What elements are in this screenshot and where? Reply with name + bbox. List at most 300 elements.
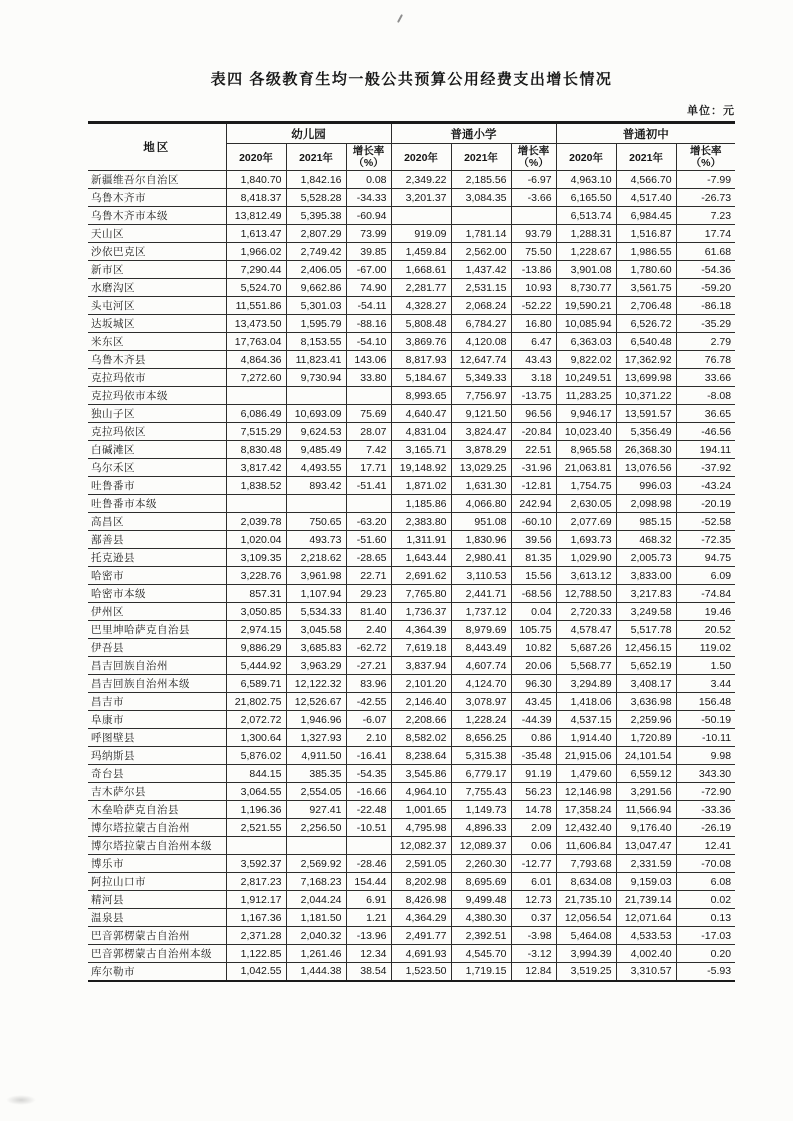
junior-rate-cell: -72.90 [676, 783, 735, 801]
primary-rate-cell: 39.56 [511, 531, 556, 549]
table-row [88, 495, 735, 513]
primary-2020-cell: 2,101.20 [391, 675, 451, 693]
junior-rate-cell: 2.79 [676, 333, 735, 351]
region-cell: 巴音郭楞蒙古自治州 [88, 927, 226, 945]
kindergarten-rate-cell [346, 387, 391, 405]
primary-rate-cell: -31.96 [511, 459, 556, 477]
junior-rate-cell: -86.18 [676, 297, 735, 315]
primary-2020-cell: 8,426.98 [391, 891, 451, 909]
junior-rate-cell: -46.56 [676, 423, 735, 441]
primary-2021-cell: 2,562.00 [451, 243, 511, 261]
junior-2020-cell: 2,077.69 [556, 513, 616, 531]
primary-rate-cell: 14.78 [511, 801, 556, 819]
kindergarten-2020-cell: 3,817.42 [226, 459, 286, 477]
kindergarten-rate-cell: -34.33 [346, 189, 391, 207]
kindergarten-2021-cell: 12,122.32 [286, 675, 346, 693]
kindergarten-2020-cell: 1,613.47 [226, 225, 286, 243]
primary-rate-cell: 75.50 [511, 243, 556, 261]
kindergarten-2021-cell: 493.73 [286, 531, 346, 549]
primary-2021-cell: 4,066.80 [451, 495, 511, 513]
kindergarten-2020-cell: 1,912.17 [226, 891, 286, 909]
kindergarten-rate-cell: 7.42 [346, 441, 391, 459]
junior-2021-cell: 21,739.14 [616, 891, 676, 909]
junior-rate-cell: 94.75 [676, 549, 735, 567]
junior-rate-cell: -72.35 [676, 531, 735, 549]
region-cell: 玛纳斯县 [88, 747, 226, 765]
kindergarten-rate-cell: -54.35 [346, 765, 391, 783]
region-cell: 乌鲁木齐市 [88, 189, 226, 207]
primary-rate-cell: 91.19 [511, 765, 556, 783]
junior-2021-cell: 10,371.22 [616, 387, 676, 405]
primary-2021-header: 2021年 [451, 144, 511, 171]
junior-2020-cell: 3,613.12 [556, 567, 616, 585]
region-cell: 吐鲁番市 [88, 477, 226, 495]
primary-2021-cell: 2,260.30 [451, 855, 511, 873]
primary-rate-cell: 43.43 [511, 351, 556, 369]
junior-2020-cell: 1,228.67 [556, 243, 616, 261]
kindergarten-2021-cell: 2,749.42 [286, 243, 346, 261]
region-cell: 乌鲁木齐县 [88, 351, 226, 369]
primary-rate-cell: 0.04 [511, 603, 556, 621]
table-row [88, 261, 735, 279]
kindergarten-rate-cell: -51.41 [346, 477, 391, 495]
kindergarten-2021-cell: 1,261.46 [286, 945, 346, 963]
junior-2021-cell: 1,720.89 [616, 729, 676, 747]
junior-rate-cell: 61.68 [676, 243, 735, 261]
junior-2020-cell: 12,432.40 [556, 819, 616, 837]
junior-2020-cell: 5,568.77 [556, 657, 616, 675]
kindergarten-2021-cell: 9,624.53 [286, 423, 346, 441]
junior-rate-cell: 3.44 [676, 675, 735, 693]
junior-rate-cell: -74.84 [676, 585, 735, 603]
junior-2020-cell: 1,914.40 [556, 729, 616, 747]
group-header-primary-school: 普通小学 [391, 123, 556, 144]
table-row [88, 729, 735, 747]
region-cell: 博乐市 [88, 855, 226, 873]
region-cell: 沙依巴克区 [88, 243, 226, 261]
region-cell: 昌吉市 [88, 693, 226, 711]
primary-rate-cell: 0.06 [511, 837, 556, 855]
kindergarten-rate-cell: -54.10 [346, 333, 391, 351]
junior-rate-cell: 19.46 [676, 603, 735, 621]
kindergarten-2020-cell: 9,886.29 [226, 639, 286, 657]
junior-2021-cell: 3,249.58 [616, 603, 676, 621]
junior-rate-cell: 0.02 [676, 891, 735, 909]
primary-2020-cell: 4,831.04 [391, 423, 451, 441]
page-title: 表四 各级教育生均一般公共预算公用经费支出增长情况 [210, 71, 613, 88]
kindergarten-2021-cell: 12,526.67 [286, 693, 346, 711]
kindergarten-2021-cell: 2,218.62 [286, 549, 346, 567]
primary-2021-cell: 2,531.15 [451, 279, 511, 297]
primary-2021-cell: 1,631.30 [451, 477, 511, 495]
junior-2020-cell: 21,735.10 [556, 891, 616, 909]
junior-2020-cell: 5,464.08 [556, 927, 616, 945]
kindergarten-2021-cell: 927.41 [286, 801, 346, 819]
primary-2020-cell: 1,643.44 [391, 549, 451, 567]
junior-rate-cell: 7.23 [676, 207, 735, 225]
kindergarten-rate-cell: 6.91 [346, 891, 391, 909]
primary-rate-cell: 2.09 [511, 819, 556, 837]
primary-2021-cell: 4,380.30 [451, 909, 511, 927]
table-row [88, 297, 735, 315]
kindergarten-rate-cell: -62.72 [346, 639, 391, 657]
region-cell: 伊州区 [88, 603, 226, 621]
junior-2020-cell: 21,063.81 [556, 459, 616, 477]
table-row [88, 279, 735, 297]
primary-2020-cell: 2,281.77 [391, 279, 451, 297]
kindergarten-2021-cell [286, 387, 346, 405]
primary-2020-cell: 1,523.50 [391, 963, 451, 981]
region-cell: 哈密市 [88, 567, 226, 585]
kindergarten-rate-cell: 12.34 [346, 945, 391, 963]
region-cell: 吐鲁番市本级 [88, 495, 226, 513]
primary-rate-cell: 242.94 [511, 495, 556, 513]
primary-rate-cell: -68.56 [511, 585, 556, 603]
junior-2021-cell: 26,368.30 [616, 441, 676, 459]
junior-2020-cell: 7,793.68 [556, 855, 616, 873]
kindergarten-2020-cell: 17,763.04 [226, 333, 286, 351]
junior-2020-cell: 10,085.94 [556, 315, 616, 333]
junior-2020-cell: 5,687.26 [556, 639, 616, 657]
primary-rate-cell: -13.75 [511, 387, 556, 405]
primary-2020-cell: 3,837.94 [391, 657, 451, 675]
kindergarten-2020-cell: 8,830.48 [226, 441, 286, 459]
region-cell: 博尔塔拉蒙古自治州本级 [88, 837, 226, 855]
kindergarten-rate-cell: 28.07 [346, 423, 391, 441]
kindergarten-2021-cell: 1,181.50 [286, 909, 346, 927]
table-row [88, 801, 735, 819]
region-cell: 独山子区 [88, 405, 226, 423]
primary-2021-cell: 951.08 [451, 513, 511, 531]
primary-2020-cell: 4,640.47 [391, 405, 451, 423]
primary-2021-cell: 2,980.41 [451, 549, 511, 567]
primary-2021-cell: 2,392.51 [451, 927, 511, 945]
junior-2020-cell: 21,915.06 [556, 747, 616, 765]
kindergarten-rate-cell: -6.07 [346, 711, 391, 729]
primary-rate-cell: -35.48 [511, 747, 556, 765]
junior-2020-cell: 1,693.73 [556, 531, 616, 549]
region-cell: 博尔塔拉蒙古自治州 [88, 819, 226, 837]
kindergarten-2020-cell: 6,086.49 [226, 405, 286, 423]
region-cell: 白碱滩区 [88, 441, 226, 459]
kindergarten-rate-cell: 143.06 [346, 351, 391, 369]
junior-2020-header: 2020年 [556, 144, 616, 171]
table-row [88, 567, 735, 585]
kindergarten-2021-cell: 1,327.93 [286, 729, 346, 747]
kindergarten-2021-cell: 9,485.49 [286, 441, 346, 459]
junior-rate-cell: 343.30 [676, 765, 735, 783]
region-cell: 天山区 [88, 225, 226, 243]
junior-rate-cell: 156.48 [676, 693, 735, 711]
table-row [88, 909, 735, 927]
kindergarten-2020-cell: 5,444.92 [226, 657, 286, 675]
junior-rate-cell: -43.24 [676, 477, 735, 495]
table-row [88, 603, 735, 621]
kindergarten-rate-cell: -54.11 [346, 297, 391, 315]
primary-growth-rate-header [511, 144, 556, 171]
junior-2021-cell: 5,517.78 [616, 621, 676, 639]
junior-rate-cell: -35.29 [676, 315, 735, 333]
region-cell: 呼图壁县 [88, 729, 226, 747]
region-cell: 哈密市本级 [88, 585, 226, 603]
table-row [88, 189, 735, 207]
primary-2021-cell: 12,089.37 [451, 837, 511, 855]
kindergarten-2021-cell: 2,554.05 [286, 783, 346, 801]
group-header-row [88, 123, 735, 144]
junior-2021-cell: 2,331.59 [616, 855, 676, 873]
kindergarten-2020-cell: 1,196.36 [226, 801, 286, 819]
primary-2020-cell: 3,165.71 [391, 441, 451, 459]
junior-rate-cell: 20.52 [676, 621, 735, 639]
kindergarten-2021-cell: 1,595.79 [286, 315, 346, 333]
kindergarten-rate-cell: 2.10 [346, 729, 391, 747]
junior-2021-cell: 3,291.56 [616, 783, 676, 801]
primary-2020-cell: 3,545.86 [391, 765, 451, 783]
junior-2020-cell: 11,283.25 [556, 387, 616, 405]
table-row [88, 819, 735, 837]
junior-rate-cell: -52.58 [676, 513, 735, 531]
primary-2021-cell: 2,185.56 [451, 171, 511, 189]
unit-label: 单位：元 [687, 105, 735, 117]
junior-rate-cell: -50.19 [676, 711, 735, 729]
kindergarten-2021-cell: 2,256.50 [286, 819, 346, 837]
junior-rate-cell: -33.36 [676, 801, 735, 819]
kindergarten-2021-cell: 893.42 [286, 477, 346, 495]
junior-2021-cell: 985.15 [616, 513, 676, 531]
table-row [88, 531, 735, 549]
group-header-junior-high: 普通初中 [556, 123, 735, 144]
junior-2021-cell: 3,217.83 [616, 585, 676, 603]
kindergarten-2020-cell: 3,592.37 [226, 855, 286, 873]
kindergarten-rate-cell: -27.21 [346, 657, 391, 675]
primary-2020-cell: 5,808.48 [391, 315, 451, 333]
junior-growth-rate-header [676, 144, 735, 171]
table-row [88, 405, 735, 423]
primary-2020-cell: 8,993.65 [391, 387, 451, 405]
table-row [88, 855, 735, 873]
primary-rate-cell: 10.82 [511, 639, 556, 657]
primary-rate-cell: 15.56 [511, 567, 556, 585]
region-cell: 巴里坤哈萨克自治县 [88, 621, 226, 639]
region-cell: 高昌区 [88, 513, 226, 531]
primary-rate-cell: -20.84 [511, 423, 556, 441]
kindergarten-rate-cell: 38.54 [346, 963, 391, 981]
region-cell: 新市区 [88, 261, 226, 279]
junior-2021-cell: 11,566.94 [616, 801, 676, 819]
junior-rate-cell: 12.41 [676, 837, 735, 855]
primary-2021-cell: 2,068.24 [451, 297, 511, 315]
kindergarten-2020-cell: 1,838.52 [226, 477, 286, 495]
kindergarten-2021-cell: 3,045.58 [286, 621, 346, 639]
kindergarten-rate-cell: 33.80 [346, 369, 391, 387]
kindergarten-rate-cell: -67.00 [346, 261, 391, 279]
primary-2020-header: 2020年 [391, 144, 451, 171]
kindergarten-rate-cell: -16.66 [346, 783, 391, 801]
junior-2020-cell: 10,249.51 [556, 369, 616, 387]
junior-rate-cell: 17.74 [676, 225, 735, 243]
kindergarten-rate-cell: -88.16 [346, 315, 391, 333]
table-row [88, 927, 735, 945]
primary-2021-cell: 13,029.25 [451, 459, 511, 477]
kindergarten-2020-cell [226, 495, 286, 513]
primary-rate-cell: 105.75 [511, 621, 556, 639]
kindergarten-rate-cell [346, 495, 391, 513]
primary-2020-cell: 2,208.66 [391, 711, 451, 729]
kindergarten-2020-cell: 2,039.78 [226, 513, 286, 531]
junior-rate-cell: 76.78 [676, 351, 735, 369]
region-cell: 乌鲁木齐市本级 [88, 207, 226, 225]
junior-2020-cell: 3,994.39 [556, 945, 616, 963]
table-row [88, 675, 735, 693]
junior-2021-cell: 6,526.72 [616, 315, 676, 333]
kindergarten-rate-cell: -60.94 [346, 207, 391, 225]
junior-rate-cell: -20.19 [676, 495, 735, 513]
region-cell: 库尔勒市 [88, 963, 226, 981]
primary-2020-cell: 2,349.22 [391, 171, 451, 189]
junior-2020-cell: 6,513.74 [556, 207, 616, 225]
kindergarten-2020-cell: 5,524.70 [226, 279, 286, 297]
primary-2021-cell: 1,228.24 [451, 711, 511, 729]
junior-rate-cell: 9.98 [676, 747, 735, 765]
kindergarten-2020-cell: 3,064.55 [226, 783, 286, 801]
kindergarten-rate-cell: -28.65 [346, 549, 391, 567]
primary-rate-cell: -3.98 [511, 927, 556, 945]
primary-2020-cell: 1,001.65 [391, 801, 451, 819]
region-cell: 乌尔禾区 [88, 459, 226, 477]
kindergarten-2021-cell: 11,823.41 [286, 351, 346, 369]
junior-2020-cell: 2,720.33 [556, 603, 616, 621]
kindergarten-2021-cell: 5,395.38 [286, 207, 346, 225]
primary-2021-cell: 1,781.14 [451, 225, 511, 243]
junior-2021-cell: 17,362.92 [616, 351, 676, 369]
primary-rate-cell: 96.30 [511, 675, 556, 693]
junior-rate-cell: -26.19 [676, 819, 735, 837]
primary-2021-cell: 3,824.47 [451, 423, 511, 441]
kindergarten-2021-cell: 8,153.55 [286, 333, 346, 351]
primary-2020-cell: 1,736.37 [391, 603, 451, 621]
junior-rate-cell: -37.92 [676, 459, 735, 477]
primary-2020-cell: 1,668.61 [391, 261, 451, 279]
primary-2020-cell: 7,619.18 [391, 639, 451, 657]
primary-2021-cell: 3,078.97 [451, 693, 511, 711]
primary-2021-cell: 7,756.97 [451, 387, 511, 405]
kindergarten-2020-cell: 11,551.86 [226, 297, 286, 315]
primary-2021-cell: 9,121.50 [451, 405, 511, 423]
primary-2020-cell: 919.09 [391, 225, 451, 243]
group-header-kindergarten: 幼儿园 [226, 123, 391, 144]
junior-2020-cell: 11,606.84 [556, 837, 616, 855]
region-cell: 木垒哈萨克自治县 [88, 801, 226, 819]
table-row [88, 783, 735, 801]
primary-2021-cell: 1,737.12 [451, 603, 511, 621]
table-row [88, 747, 735, 765]
kindergarten-rate-cell: 2.40 [346, 621, 391, 639]
primary-2020-cell: 4,964.10 [391, 783, 451, 801]
percent-label: （%） [518, 157, 549, 169]
junior-rate-cell: -54.36 [676, 261, 735, 279]
junior-2021-cell: 3,636.98 [616, 693, 676, 711]
kindergarten-rate-cell: 39.85 [346, 243, 391, 261]
kindergarten-growth-rate-header [346, 144, 391, 171]
kindergarten-2020-cell: 1,840.70 [226, 171, 286, 189]
primary-rate-cell: 96.56 [511, 405, 556, 423]
primary-rate-cell: -13.86 [511, 261, 556, 279]
junior-2021-cell: 9,159.03 [616, 873, 676, 891]
table-row [88, 549, 735, 567]
primary-rate-cell: 6.01 [511, 873, 556, 891]
junior-2020-cell: 12,146.98 [556, 783, 616, 801]
junior-rate-cell: 36.65 [676, 405, 735, 423]
kindergarten-rate-cell: 74.90 [346, 279, 391, 297]
primary-2020-cell: 1,311.91 [391, 531, 451, 549]
table-row [88, 837, 735, 855]
junior-2021-cell: 2,098.98 [616, 495, 676, 513]
junior-2021-cell: 13,591.57 [616, 405, 676, 423]
kindergarten-2021-cell: 3,685.83 [286, 639, 346, 657]
primary-rate-cell: -44.39 [511, 711, 556, 729]
junior-2020-cell: 1,418.06 [556, 693, 616, 711]
kindergarten-2020-cell: 7,272.60 [226, 369, 286, 387]
primary-2020-cell: 2,491.77 [391, 927, 451, 945]
kindergarten-2021-cell: 2,569.92 [286, 855, 346, 873]
kindergarten-rate-cell: 1.21 [346, 909, 391, 927]
junior-2020-cell: 1,754.75 [556, 477, 616, 495]
junior-2021-cell: 4,533.53 [616, 927, 676, 945]
junior-2021-cell: 2,005.73 [616, 549, 676, 567]
kindergarten-2020-cell: 2,521.55 [226, 819, 286, 837]
scanned-document-page [88, 0, 735, 982]
kindergarten-rate-cell: 73.99 [346, 225, 391, 243]
primary-2021-cell: 6,779.17 [451, 765, 511, 783]
kindergarten-2020-cell: 2,817.23 [226, 873, 286, 891]
junior-2020-cell: 8,634.08 [556, 873, 616, 891]
junior-rate-cell: 194.11 [676, 441, 735, 459]
kindergarten-2020-cell: 21,802.75 [226, 693, 286, 711]
junior-2021-cell: 6,984.45 [616, 207, 676, 225]
region-cell: 阜康市 [88, 711, 226, 729]
region-cell: 温泉县 [88, 909, 226, 927]
kindergarten-2021-cell: 1,842.16 [286, 171, 346, 189]
junior-rate-cell: -8.08 [676, 387, 735, 405]
junior-2020-cell: 1,288.31 [556, 225, 616, 243]
junior-rate-cell: -70.08 [676, 855, 735, 873]
junior-2020-cell: 12,056.54 [556, 909, 616, 927]
region-cell: 米东区 [88, 333, 226, 351]
table-row [88, 171, 735, 189]
kindergarten-2021-cell: 5,528.28 [286, 189, 346, 207]
primary-2021-cell: 5,315.38 [451, 747, 511, 765]
junior-2021-cell: 3,561.75 [616, 279, 676, 297]
primary-2020-cell: 1,459.84 [391, 243, 451, 261]
junior-2020-cell: 2,630.05 [556, 495, 616, 513]
table-row [88, 693, 735, 711]
percent-label: （%） [690, 157, 721, 169]
kindergarten-2020-cell: 6,589.71 [226, 675, 286, 693]
kindergarten-2020-cell: 3,109.35 [226, 549, 286, 567]
kindergarten-rate-cell: 154.44 [346, 873, 391, 891]
table-row [88, 657, 735, 675]
kindergarten-2020-header: 2020年 [226, 144, 286, 171]
primary-2021-cell: 9,499.48 [451, 891, 511, 909]
primary-rate-cell: 56.23 [511, 783, 556, 801]
junior-rate-cell: 6.09 [676, 567, 735, 585]
primary-rate-cell: 43.45 [511, 693, 556, 711]
primary-rate-cell: 3.18 [511, 369, 556, 387]
region-cell: 克拉玛依市 [88, 369, 226, 387]
junior-2021-cell: 1,986.55 [616, 243, 676, 261]
kindergarten-rate-cell: -42.55 [346, 693, 391, 711]
kindergarten-rate-cell [346, 837, 391, 855]
